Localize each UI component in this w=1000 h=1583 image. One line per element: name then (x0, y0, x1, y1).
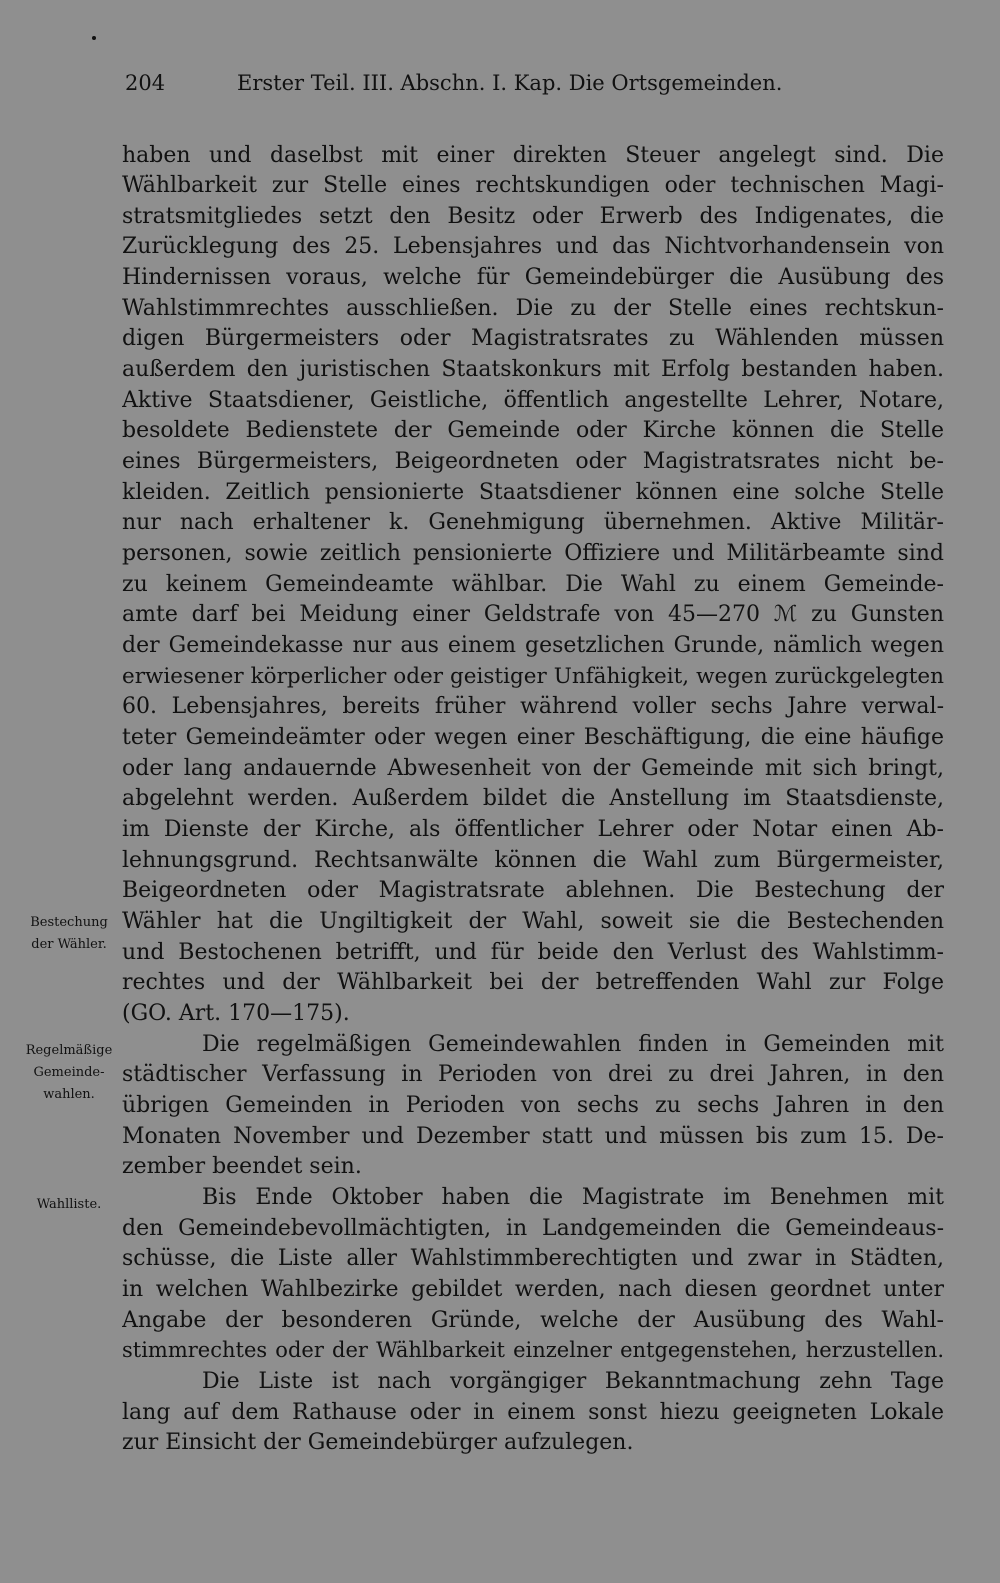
text-line: kleiden. Zeitlich pensionierte Staatsdiener können eine solche Stelle (122, 480, 944, 505)
running-head: Erster Teil. III. Abschn. I. Kap. Die Ortsgemeinden. (237, 71, 783, 95)
text-line: Die regelmäßigen Gemeindewahlen finden in Gemeinden mit (202, 1032, 944, 1057)
text-line: Wählbarkeit zur Stelle eines rechtskundigen oder technischen Magi- (122, 173, 944, 198)
text-line: Wähler hat die Ungiltigkeit der Wahl, soweit sie die Bestechenden (122, 909, 944, 934)
text-line: und Bestochenen betrifft, und für beide den Verlust des Wahlstimm- (122, 940, 944, 965)
text-line: zu keinem Gemeindeamte wählbar. Die Wahl zu einem Gemeinde- (122, 572, 944, 597)
text-line: Wahlstimmrechtes ausschließen. Die zu der Stelle eines rechtskun- (122, 296, 944, 321)
text-line: teter Gemeindeämter oder wegen einer Beschäftigung, die eine häufige (122, 725, 944, 750)
text-line: schüsse, die Liste aller Wahlstimmberechtigten und zwar in Städten, (122, 1246, 944, 1271)
side-note-wahlliste (14, 1194, 124, 1216)
ink-speck (92, 36, 96, 40)
side-note-line: der Wähler. (31, 937, 107, 952)
text-line: rechtes und der Wählbarkeit bei der betreffenden Wahl zur Folge (122, 970, 944, 995)
text-line: Zurücklegung des 25. Lebensjahres und das Nichtvorhandensein von (122, 234, 944, 259)
text-line: Beigeordneten oder Magistratsrate ablehnen. Die Bestechung der (122, 878, 944, 903)
text-line: digen Bürgermeisters oder Magistratsrates zu Wählenden müssen (122, 326, 944, 351)
text-line: besoldete Bedienstete der Gemeinde oder Kirche können die Stelle (122, 418, 944, 443)
text-line: 60. Lebensjahres, bereits früher während voller sechs Jahre verwal- (122, 694, 944, 719)
side-note-line: Gemeinde- (33, 1065, 105, 1080)
text-line: personen, sowie zeitlich pensionierte Offiziere und Militärbeamte sind (122, 541, 944, 566)
text-line: (GO. Art. 170—175). (122, 1001, 350, 1026)
side-note-gemeindewahlen (14, 1040, 124, 1106)
side-note-line: wahlen. (43, 1087, 95, 1102)
text-line: erwiesener körperlicher oder geistiger Unfähigkeit, wegen zurückgelegten (122, 664, 944, 689)
text-line: in welchen Wahlbezirke gebildet werden, nach diesen geordnet unter (122, 1277, 944, 1302)
text-line: Aktive Staatsdiener, Geistliche, öffentlich angestellte Lehrer, Notare, (122, 388, 944, 413)
text-line: den Gemeindebevollmächtigten, in Landgemeinden die Gemeindeaus- (122, 1216, 944, 1241)
text-line: Die Liste ist nach vorgängiger Bekanntmachung zehn Tage (202, 1369, 944, 1394)
text-line: abgelehnt werden. Außerdem bildet die Anstellung im Staatsdienste, (122, 786, 944, 811)
text-line: übrigen Gemeinden in Perioden von sechs zu sechs Jahren in den (122, 1093, 944, 1118)
side-note-line: Wahlliste. (36, 1197, 102, 1212)
text-line: haben und daselbst mit einer direkten Steuer angelegt sind. Die (122, 143, 944, 168)
side-note-line: Bestechung (30, 915, 108, 930)
text-line: zur Einsicht der Gemeindebürger aufzulegen. (122, 1430, 634, 1455)
text-line: Bis Ende Oktober haben die Magistrate im Benehmen mit (202, 1185, 944, 1210)
text-line: nur nach erhaltener k. Genehmigung übernehmen. Aktive Militär- (122, 510, 944, 535)
text-line: der Gemeindekasse nur aus einem gesetzlichen Grunde, nämlich wegen (122, 633, 944, 658)
text-line: außerdem den juristischen Staatskonkurs mit Erfolg bestanden haben. (122, 357, 944, 382)
text-line: stratsmitgliedes setzt den Besitz oder Erwerb des Indigenates, die (122, 204, 944, 229)
text-line: im Dienste der Kirche, als öffentlicher Lehrer oder Notar einen Ab- (122, 817, 944, 842)
text-line: stimmrechtes oder der Wählbarkeit einzelner entgegenstehen, herzustellen. (122, 1338, 944, 1362)
page-header (125, 66, 825, 100)
text-line: amte darf bei Meidung einer Geldstrafe von 45—270 ℳ zu Gunsten (122, 602, 944, 627)
text-line: Monaten November und Dezember statt und müssen bis zum 15. De- (122, 1124, 944, 1149)
text-line: lehnungsgrund. Rechtsanwälte können die Wahl zum Bürgermeister, (122, 848, 944, 873)
text-line: Angabe der besonderen Gründe, welche der Ausübung des Wahl- (122, 1308, 944, 1333)
side-note-line: Regelmäßige (25, 1043, 113, 1058)
text-line: eines Bürgermeisters, Beigeordneten oder Magistratsrates nicht be- (122, 449, 944, 474)
text-line: oder lang andauernde Abwesenheit von der Gemeinde mit sich bringt, (122, 756, 944, 781)
text-line: zember beendet sein. (122, 1154, 362, 1179)
side-note-bestechung (14, 912, 124, 956)
page-number: 204 (125, 71, 166, 95)
text-line: lang auf dem Rathause oder in einem sonst hiezu geeigneten Lokale (122, 1400, 944, 1425)
text-line: Hindernissen voraus, welche für Gemeindebürger die Ausübung des (122, 265, 944, 290)
text-line: städtischer Verfassung in Perioden von drei zu drei Jahren, in den (122, 1062, 944, 1087)
